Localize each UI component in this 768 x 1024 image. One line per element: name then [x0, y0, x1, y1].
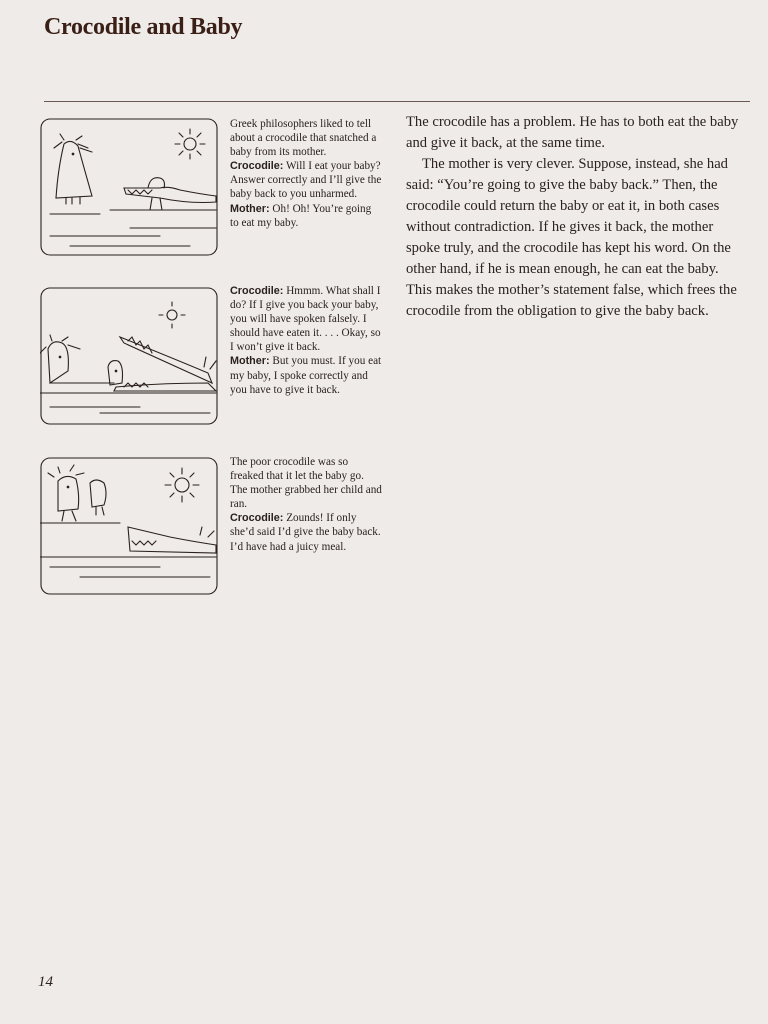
- caption-2: [230, 284, 382, 397]
- page-number: 14: [38, 974, 53, 990]
- comic-panel-2: [40, 287, 218, 425]
- caption-3-text: The poor crocodile was so freaked that it let the baby go. The mother grabbed her child and ran. Crocodile: Zounds! If only she’d said I’d give the baby back. I’d have had a juicy meal.: [230, 456, 382, 553]
- sun-icon: [159, 302, 185, 328]
- baby-figure: [108, 361, 123, 385]
- caption-3: [230, 455, 382, 554]
- caption-1: [230, 117, 382, 230]
- comic-panel-3: [40, 457, 218, 595]
- comic-panel-1: [40, 118, 218, 256]
- mother-figure: [48, 465, 84, 521]
- crocodile-figure: [114, 337, 216, 391]
- mother-figure: [40, 335, 80, 383]
- crocodile-figure: [128, 527, 216, 553]
- caption-1-text: Greek philosophers liked to tell about a crocodile that snatched a baby from its mother. Crocodile: Will I eat your baby? Answer correctly and I’ll give the baby back to you unharmed. Mother: Oh! Oh! You’re going to eat my baby.: [230, 118, 382, 229]
- body-text: [406, 112, 742, 322]
- header-rule: [44, 101, 750, 102]
- caption-2-text: Crocodile: Hmmm. What shall I do? If I give you back your baby, you will have spoken falsely. I should have eaten it. . . . Okay, so I won’t give it back. Mother: But you must. If you eat my baby, I spoke correctly and you have to give it back.: [230, 285, 382, 396]
- body-paragraph-1: The crocodile has a problem. He has to both eat the baby and give it back, at the same time.: [406, 114, 739, 151]
- mother-figure: [54, 134, 92, 204]
- sun-icon: [165, 468, 199, 502]
- body-paragraph-2: The mother is very clever. Suppose, instead, she had said: “You’re going to give the baby back.” Then, the crocodile could return the baby or eat it, in both cases without contradiction. If he gives it back, the mother spoke truly, and the crocodile has kept his word. On the other hand, if he is mean enough, he can eat the baby. This makes the mother’s statement false, which frees the crocodile from the obligation to give the baby back.: [406, 156, 737, 319]
- baby-figure: [90, 480, 106, 515]
- sun-icon: [175, 129, 205, 159]
- crocodile-figure: [124, 178, 216, 210]
- page-title: Crocodile and Baby: [44, 14, 243, 40]
